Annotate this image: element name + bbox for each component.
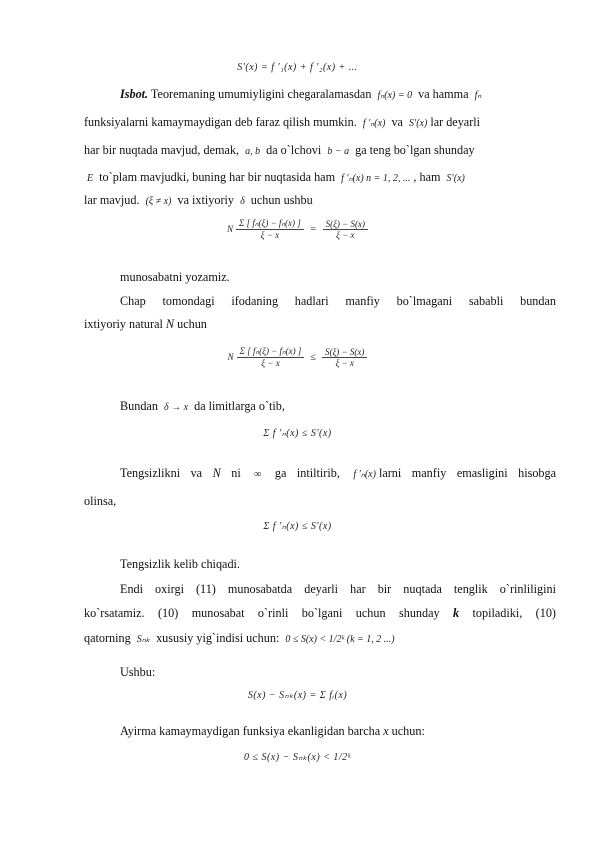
text-line: Ayirma kamaymaydigan funksiya ekanligidan barcha x uchun: (120, 724, 425, 738)
text-line: Chap tomondagi ifodaning hadlari manfiy bo`lmagani sababli bundan (120, 294, 556, 308)
formula-inline: f ′ₙ(x) (353, 469, 376, 480)
text-line: Isbot. Teoremaning umumiyligini chegaralamasdan fₙ(x) = 0 va hamma fₙ (120, 87, 556, 103)
formula-sum-infinite: Σ f ′ₙ(x) ≤ S′(x) (263, 521, 332, 532)
text-line: olinsa, (84, 494, 117, 508)
text-line: Bundan δ → x da limitlarga o`tib, (120, 399, 285, 413)
formula-inline: b − a (327, 146, 350, 157)
text-line: Endi oxirgi (11) munosabatda deyarli har bir nuqtada tenglik o`rinliligini (120, 582, 556, 596)
formula-inline: δ (240, 196, 245, 207)
text-line: Tengsizlikni va N ni ∞ ga intiltirib, f ′ₙ(x) larni manfiy emasligini hisobga (120, 466, 557, 480)
formula-inline: S′(x) (446, 173, 465, 184)
formula-remainder: S(x) − Sₙₖ(x) = Σ fᵢ(x) (247, 690, 348, 701)
formula-inline: E (87, 173, 94, 184)
text-line: E to`plam mavjudki, buning har bir nuqtasida ham f ′ₙ(x) n = 1, 2, ... , ham S′(x) (84, 170, 556, 186)
text-line: qatorning Sₙₖ xususiy yig`indisi uchun: 0 ≤ S(x) < 1/2ᵏ (k = 1, 2 ...) (84, 631, 556, 647)
formula-inline: a, b (245, 146, 261, 157)
text-line: lar mavjud. (ξ ≠ x) va ixtiyoriy δ uchun ushbu (84, 193, 313, 207)
formula-inline: δ → x (163, 402, 189, 413)
formula-sum-derivatives: Σ f ′ₙ(x) ≤ S′(x) (263, 428, 332, 439)
text-line: Tengsizlik kelib chiqadi. (120, 557, 240, 571)
formula-inline: (ξ ≠ x) (145, 196, 172, 207)
formula-inline: fₙ(x) = 0 (377, 90, 413, 101)
proof-label: Isbot. (120, 87, 149, 101)
formula-partial-sum-inequality: N $\frac{\text{Σ [ fₙ(ξ) − fₙ(x) ]}}{\xi - x}$ ≤ $\frac{S(\xi) - S(x)}{\xi - x}$ (0, 346, 595, 368)
infinity-symbol: ∞ (254, 469, 262, 480)
formula-inline: Sₙₖ (136, 634, 151, 645)
formula-inline: S′(x) (409, 118, 428, 129)
formula-difference-quotient: N $\frac{\text{Σ [ fₙ(ξ) − fₙ(x) ]}}{\xi - x}$ = $\frac{S(\xi) - S(x)}{\xi - x}$ (0, 218, 595, 240)
formula-derivative-series: S′(x) = f ′₁(x) + f ′₂(x) + ... (237, 62, 358, 73)
formula-inline: f ′ₙ(x) (362, 118, 386, 129)
text-line: ko`rsatamiz. (10) munosabat o`rinli bo`lgani uchun shunday k topiladiki, (10) (84, 606, 556, 620)
text-line: munosabatni yozamiz. (120, 270, 230, 284)
text-line: ixtiyoriy natural N uchun (84, 317, 207, 331)
text-line: har bir nuqtada mavjud, demak, a, b da o`lchovi b − a ga teng bo`lgan shunday (84, 143, 475, 157)
formula-inline: fₙ (474, 90, 482, 101)
formula-inline: f ′ₙ(x) n = 1, 2, ... (341, 173, 411, 184)
text-line: funksiyalarni kamaymaydigan deb faraz qilish mumkin. f ′ₙ(x) va S′(x) lar deyarli (84, 115, 481, 129)
formula-final-bound: 0 ≤ S(x) − Sₙₖ(x) < 1/2ᵏ (243, 752, 351, 763)
text-line: Ushbu: (120, 665, 156, 679)
formula-inline: 0 ≤ S(x) < 1/2ᵏ (k = 1, 2 ...) (285, 634, 395, 645)
